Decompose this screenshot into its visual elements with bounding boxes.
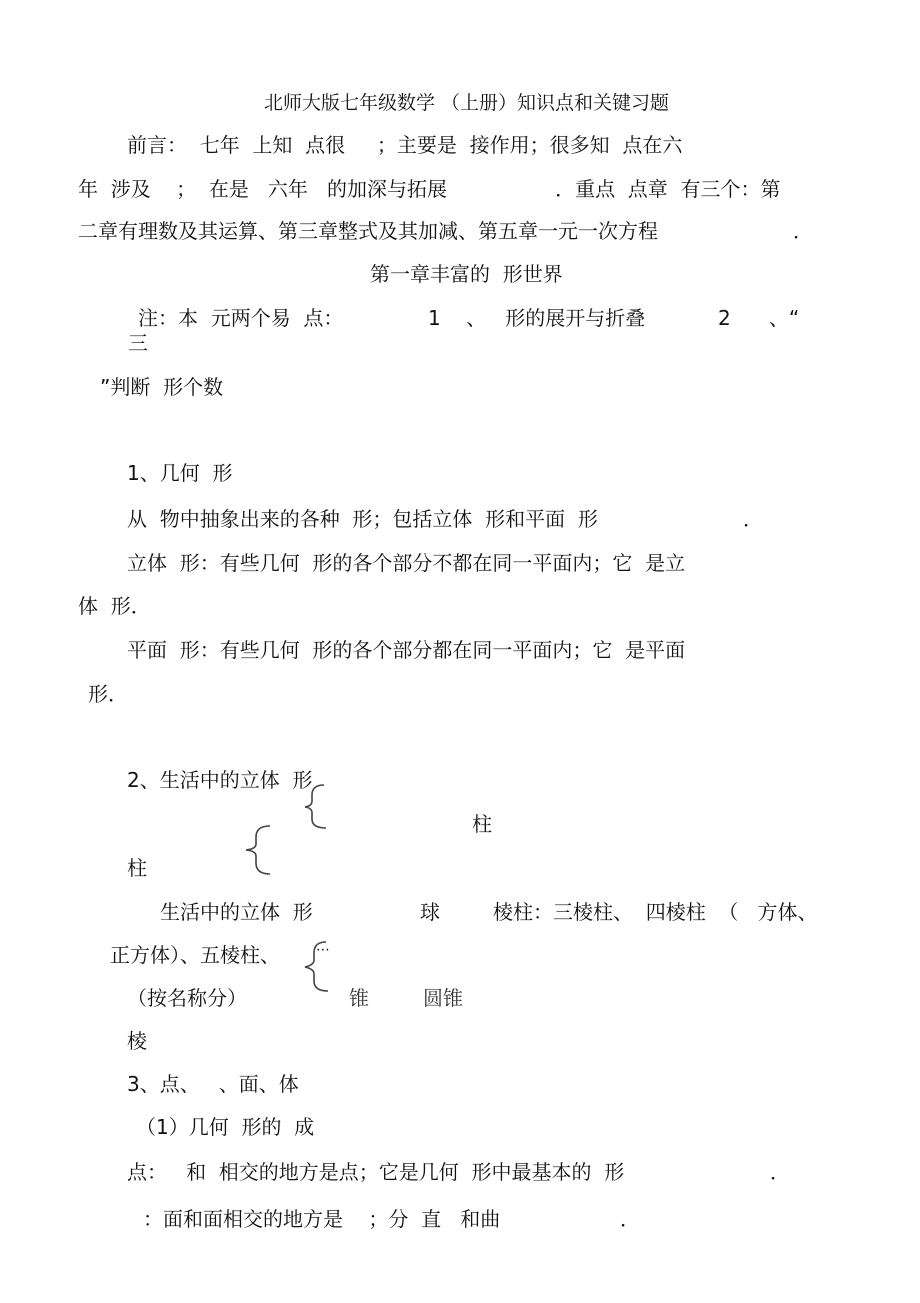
point-definition-end: ．: [770, 1160, 790, 1184]
point-definition: 点： 和 相交的地方是点；它是几何 形中最基本的 形: [127, 1160, 625, 1184]
preface-line-3: 二章有理数及其运算、第三章整式及其加减、第五章一元一次方程: [78, 219, 658, 243]
brace-bottom: [300, 940, 334, 994]
note-item-2: 2 、“: [718, 306, 800, 330]
note-label: 注：本 元两个易 点：: [138, 306, 344, 330]
brace-middle: [240, 824, 274, 876]
classify-label: （按名称分）: [127, 986, 247, 1010]
chapter-heading: 第一章丰富的 形世界: [370, 262, 563, 286]
ellipsis: ⋯: [316, 942, 330, 958]
note-line-3: ”判断 形个数: [100, 375, 224, 399]
prism-continued: 正方体）、五棱柱、: [110, 943, 280, 967]
line-definition: ：面和面相交的地方是 ；分 直 和曲: [143, 1207, 501, 1231]
cylinder-label-left: 柱: [127, 856, 147, 880]
section-1-para-3-line-1: 平面 形：有些几何 形的各个部分都在同一平面内；它 是平面: [127, 638, 686, 662]
section-1-para-2-line-1: 立体 形：有些几何 形的各个部分不都在同一平面内；它 是立: [127, 551, 686, 575]
circular-cone-label: 圆锥: [423, 986, 463, 1010]
note-line-2: 三: [128, 331, 148, 355]
cone-label: 锥: [349, 986, 369, 1010]
section-3-sub-1: （1）几何 形的 成: [136, 1115, 315, 1139]
document-title: 北师大版七年级数学 （上册）知识点和关键习题: [264, 92, 670, 114]
section-1-heading: 1、几何 形: [127, 461, 233, 485]
brace-top: [300, 783, 330, 831]
section-1-para-1-end: ．: [743, 507, 763, 531]
section-2-heading: 2、生活中的立体 形: [127, 768, 313, 792]
section-1-para-2-line-2: 体 形．: [78, 594, 151, 618]
sphere-label: 球: [420, 900, 440, 924]
section-1-para-3-line-2: 形．: [88, 682, 128, 706]
line-definition-end: ．: [620, 1207, 640, 1231]
pyramid-label: 棱: [127, 1029, 147, 1053]
preface-line-2: 年 涉及 ； 在是 六年 的加深与拓展 ．重点 点章 有三个：第: [78, 177, 781, 201]
cylinder-label-right: 柱: [472, 812, 492, 836]
note-item-1: 1 、 形的展开与折叠: [428, 306, 646, 330]
section-3-heading: 3、点、 、面、体: [127, 1072, 299, 1096]
preface-line-1: 前言： 七年 上知 点很 ；主要是 接作用；很多知 点在六: [127, 133, 683, 157]
preface-line-3-end: ．: [793, 219, 813, 243]
section-1-para-1: 从 物中抽象出来的各种 形；包括立体 形和平面 形: [127, 507, 598, 531]
solid-shapes-label: 生活中的立体 形: [160, 900, 313, 924]
prism-line: 棱柱：三棱柱、 四棱柱 （ 方体、: [493, 900, 818, 924]
